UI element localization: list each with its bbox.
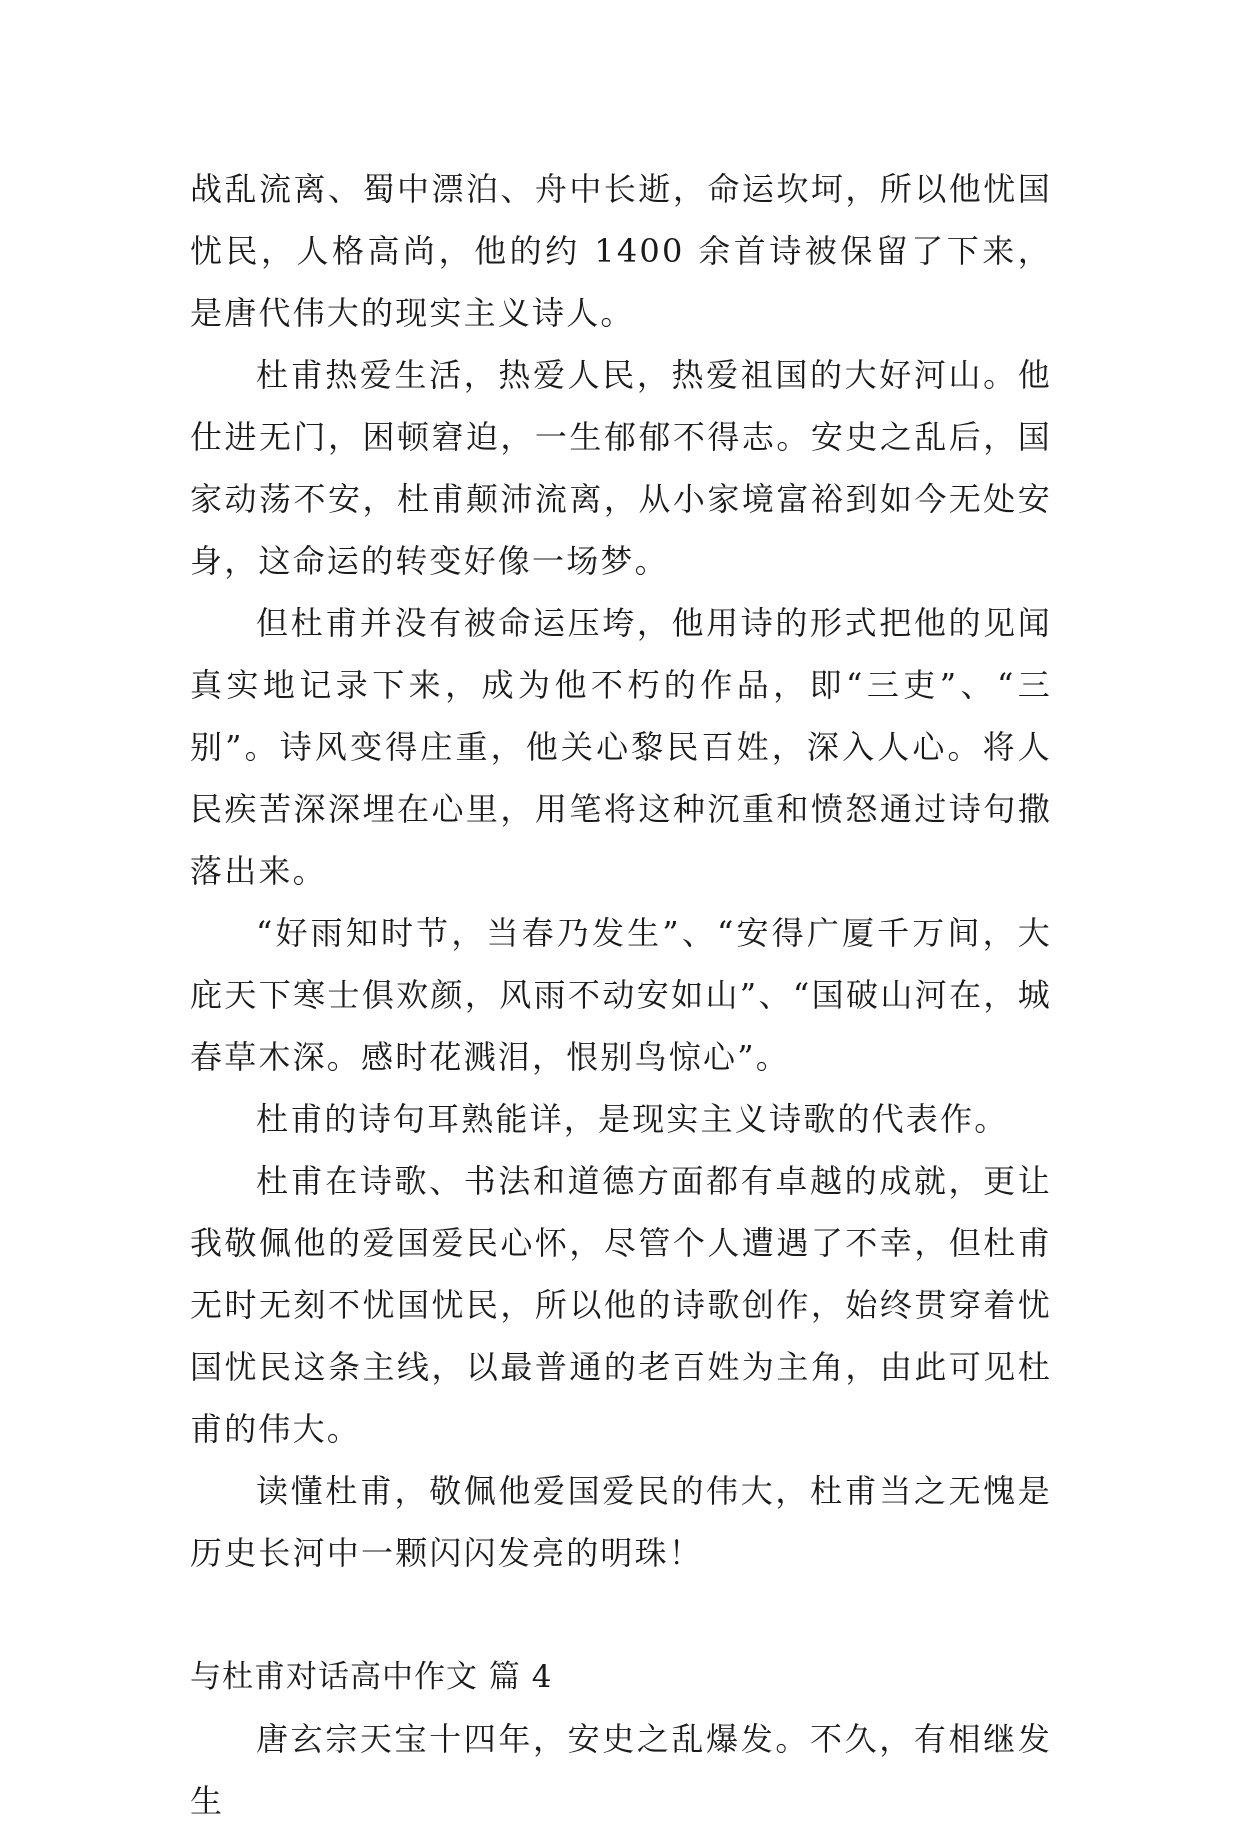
- section-heading: 与杜甫对话高中作文 篇 4: [190, 1659, 553, 1695]
- paragraph-8: 唐玄宗天宝十四年，安史之乱爆发。不久，有相继发生: [190, 1720, 1052, 1820]
- paragraph-3: 但杜甫并没有被命运压垮，他用诗的形式把他的见闻真实地记录下来，成为他不朽的作品，即“三吏”、“三别”。诗风变得庄重，他关心黎民百姓，深入人心。将人民疾苦深深埋在心里，用笔将这种沉重和愤怒通过诗句撒落出来。: [190, 604, 1052, 890]
- document-page: [190, 158, 1052, 1832]
- paragraph-4: “好雨知时节，当春乃发生”、“安得广厦千万间，大庇天下寒士俱欢颜，风雨不动安如山”、“国破山河在，城春草木深。感时花溅泪，恨别鸟惊心”。: [190, 914, 1052, 1076]
- paragraph-7: 读懂杜甫，敬佩他爱国爱民的伟大，杜甫当之无愧是历史长河中一颗闪闪发亮的明珠！: [190, 1472, 1052, 1572]
- paragraph-5: 杜甫的诗句耳熟能详，是现实主义诗歌的代表作。: [256, 1100, 1009, 1138]
- paragraph-6: 杜甫在诗歌、书法和道德方面都有卓越的成就，更让我敬佩他的爱国爱民心怀，尽管个人遭遇了不幸，但杜甫无时无刻不忧国忧民，所以他的诗歌创作，始终贯穿着忧国忧民这条主线，以最普通的老百姓为主角，由此可见杜甫的伟大。: [190, 1162, 1052, 1448]
- paragraph-1: 战乱流离、蜀中漂泊、舟中长逝，命运坎坷，所以他忧国忧民，人格高尚，他的约 1400 余首诗被保留了下来，是唐代伟大的现实主义诗人。: [190, 170, 1052, 332]
- paragraph-2: 杜甫热爱生活，热爱人民，热爱祖国的大好河山。他仕进无门，困顿窘迫，一生郁郁不得志。安史之乱后，国家动荡不安，杜甫颠沛流离，从小家境富裕到如今无处安身，这命运的转变好像一场梦。: [190, 356, 1052, 580]
